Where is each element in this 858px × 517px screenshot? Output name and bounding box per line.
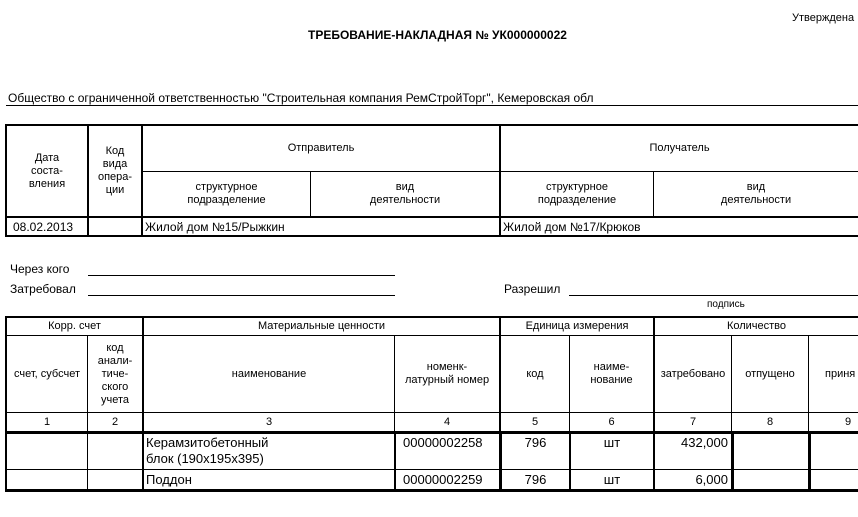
unit-name: шт xyxy=(603,472,621,487)
requested-quantity: 432,000 xyxy=(681,435,728,450)
item-number: 00000002258 xyxy=(403,435,483,450)
requested-by-line xyxy=(88,295,395,296)
unit-name-header: наиме- нование xyxy=(590,361,633,386)
signature-caption: подпись xyxy=(707,299,745,310)
name-header: наименование xyxy=(231,367,307,380)
receiver-value: Жилой дом №17/Крюков xyxy=(503,219,641,234)
unit-code: 796 xyxy=(524,472,547,487)
through-label: Через кого xyxy=(10,262,70,276)
col-number: 5 xyxy=(531,415,539,428)
approved-label: Утверждена xyxy=(792,12,855,24)
unit-code-header: код xyxy=(526,367,544,380)
date-header: Дата соста- вления xyxy=(28,151,66,190)
unit-code: 796 xyxy=(524,435,547,450)
receiver-activity-header: вид деятельности xyxy=(720,181,792,206)
unit-header: Единица измерения xyxy=(525,320,629,332)
operation-code-header: Код вида опера- ции xyxy=(97,145,133,196)
item-name: Поддон xyxy=(146,472,192,487)
quantity-header: Количество xyxy=(726,320,787,332)
sender-value: Жилой дом №15/Рыжкин xyxy=(145,219,285,234)
organization-name: Общество с ограниченной ответственностью "Строительная компания РемСтройТорг", Кемеровская обл xyxy=(8,91,594,105)
materials-header: Материальные ценности xyxy=(257,320,386,332)
unit-name: шт xyxy=(603,435,621,450)
requested-quantity: 6,000 xyxy=(695,472,728,487)
col-number: 3 xyxy=(265,415,273,428)
col-number: 2 xyxy=(111,415,119,428)
date-value: 08.02.2013 xyxy=(13,219,74,234)
account-subaccount-header: счет, субсчет xyxy=(14,367,80,380)
requested-by-label: Затребовал xyxy=(10,282,76,296)
organization-underline xyxy=(6,105,858,106)
requested-header: затребовано xyxy=(660,367,726,380)
col-number: 9 xyxy=(845,415,852,428)
analytic-code-header: код анали- тиче- ского учета xyxy=(97,341,133,406)
receiver-unit-header: структурное подразделение xyxy=(537,181,617,206)
receiver-header: Получатель xyxy=(649,142,710,154)
accepted-header: приня xyxy=(825,367,856,380)
col-number: 7 xyxy=(689,415,697,428)
permitted-by-label: Разрешил xyxy=(504,282,561,296)
sender-activity-header: вид деятельности xyxy=(369,181,441,206)
col-number: 6 xyxy=(608,415,615,428)
item-number: 00000002259 xyxy=(403,472,483,487)
col-number: 8 xyxy=(766,415,774,428)
sender-header: Отправитель xyxy=(287,142,355,154)
permitted-by-line xyxy=(569,295,858,296)
item-number-header: номенк- латурный номер xyxy=(404,361,490,386)
item-name: Керамзитобетонный блок (190х195х395) xyxy=(146,435,269,466)
corr-account-header: Корр. счет xyxy=(48,320,101,332)
released-header: отпущено xyxy=(745,367,795,380)
through-line xyxy=(88,275,395,276)
document-title: ТРЕБОВАНИЕ-НАКЛАДНАЯ № УК000000022 xyxy=(308,28,567,42)
col-number: 4 xyxy=(443,415,451,428)
col-number: 1 xyxy=(43,415,51,428)
sender-unit-header: структурное подразделение xyxy=(187,181,266,206)
